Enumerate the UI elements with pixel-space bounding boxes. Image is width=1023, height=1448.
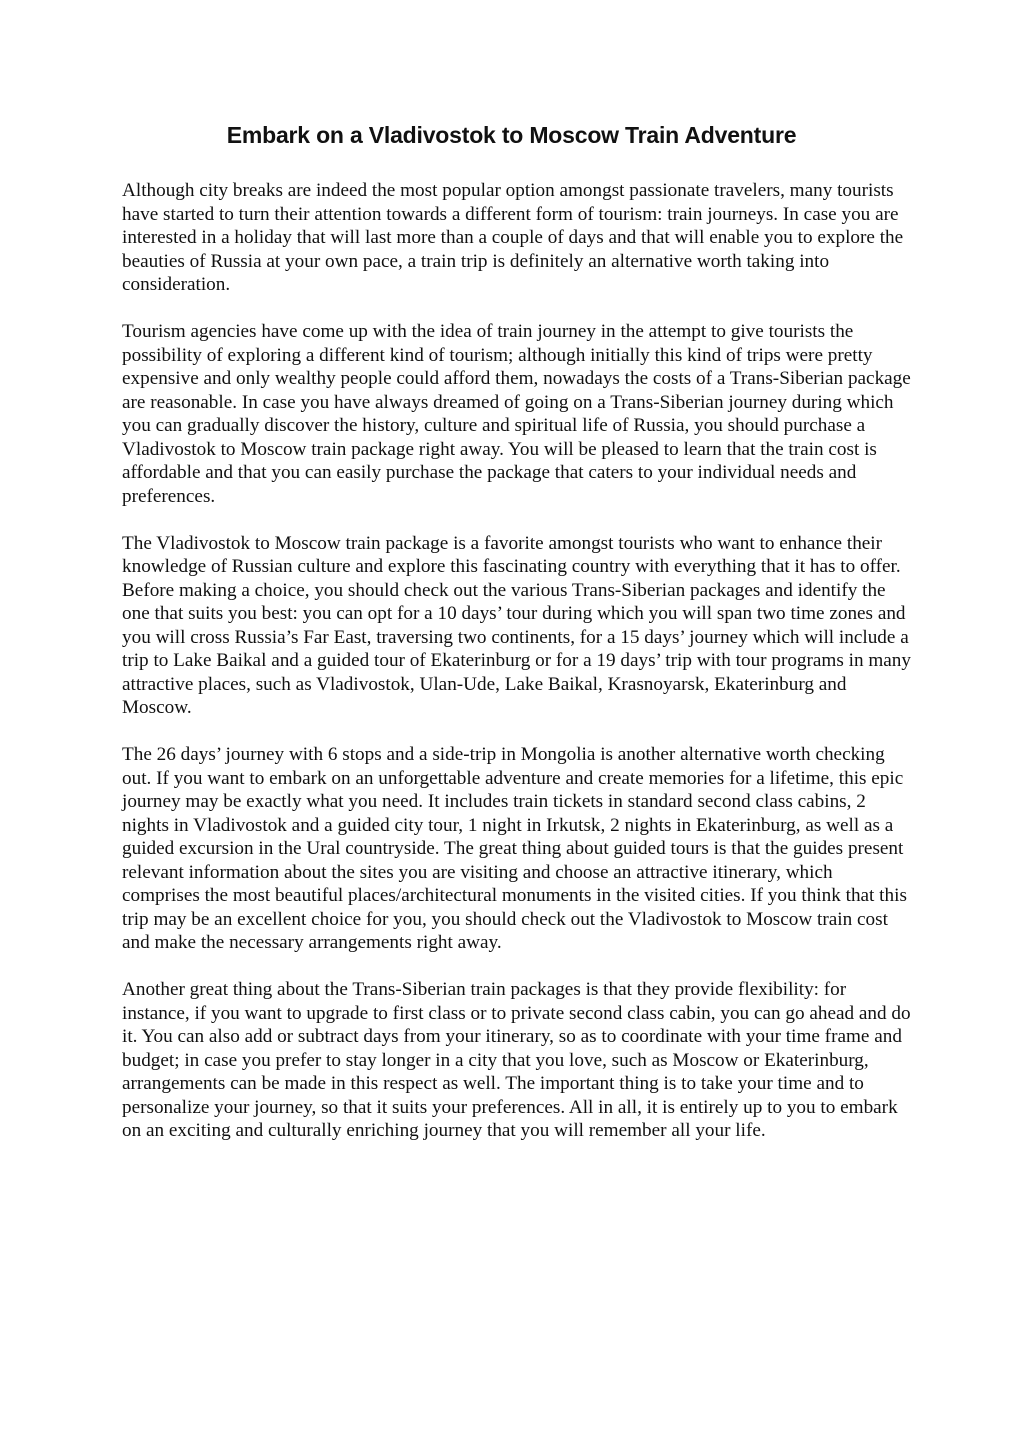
document-title: Embark on a Vladivostok to Moscow Train Adventure <box>226 122 797 148</box>
paragraph-2: Tourism agencies have come up with the idea of train journey in the attempt to give tourists the possibility of exploring a different kind of tourism; although initially this kind of trips were pretty expensive and only wealthy people could afford them, nowadays the costs of a Trans-Siberian package are reasonable. In case you have always dreamed of going on a Trans-Siberian journey during which you can gradually discover the history, culture and spiritual life of Russia, you should purchase a Vladivostok to Moscow train package right away. You will be pleased to learn that the train cost is affordable and that you can easily purchase the package that caters to your individual needs and preferences. <box>122 321 911 507</box>
paragraph-3: The Vladivostok to Moscow train package is a favorite amongst tourists who want to enhance their knowledge of Russian culture and explore this fascinating country with everything that it has to offer. Before making a choice, you should check out the various Trans-Siberian packages and identify the one that suits you best: you can opt for a 10 days’ tour during which you will span two time zones and you will cross Russia’s Far East, traversing two continents, for a 15 days’ journey which will include a trip to Lake Baikal and a guided tour of Ekaterinburg or for a 19 days’ trip with tour programs in many attractive places, such as Vladivostok, Ulan-Ude, Lake Baikal, Krasnoyarsk, Ekaterinburg and Moscow. <box>122 532 911 718</box>
paragraph-5: Another great thing about the Trans-Siberian train packages is that they provide flexibility: for instance, if you want to upgrade to first class or to private second class cabin, you can go ahead and do it. You can also add or subtract days from your itinerary, so as to coordinate with your time frame and budget; in case you prefer to stay longer in a city that you love, such as Moscow or Ekaterinburg, arrangements can be made in this respect as well. The important thing is to take your time and to personalize your journey, so that it suits your preferences. All in all, it is entirely up to you to embark on an exciting and culturally enriching journey that you will remember all your life. <box>122 979 911 1141</box>
paragraph-4: The 26 days’ journey with 6 stops and a side-trip in Mongolia is another alternative worth checking out. If you want to embark on an unforgettable adventure and create memories for a lifetime, this epic journey may be exactly what you need. It includes train tickets in standard second class cabins, 2 nights in Vladivostok and a guided city tour, 1 night in Irkutsk, 2 nights in Ekaterinburg, as well as a guided excursion in the Ural countryside. The great thing about guided tours is that the guides present relevant information about the sites you are visiting and choose an attractive itinerary, which comprises the most beautiful places/architectural monuments in the visited cities. If you think that this trip may be an excellent choice for you, you should check out the Vladivostok to Moscow train cost and make the necessary arrangements right away. <box>122 744 907 953</box>
document-body <box>122 179 912 1166</box>
paragraph-1: Although city breaks are indeed the most popular option amongst passionate travelers, many tourists have started to turn their attention towards a different form of tourism: train journeys. In case you are interested in a holiday that will last more than a couple of days and that will enable you to explore the beauties of Russia at your own pace, a train trip is definitely an alternative worth taking into consideration. <box>122 180 904 295</box>
